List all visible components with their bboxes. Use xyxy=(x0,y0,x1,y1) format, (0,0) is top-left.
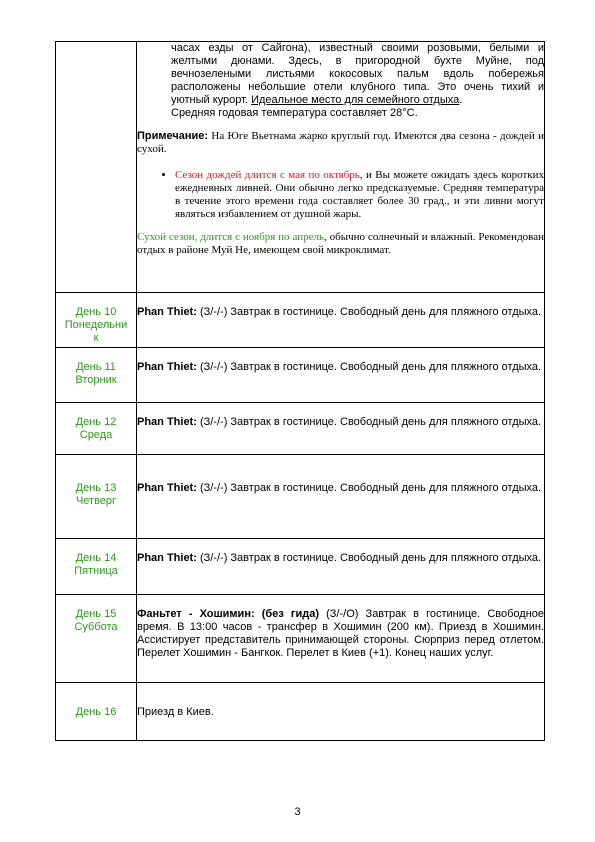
rain-season-list xyxy=(137,169,544,221)
day-cell-empty xyxy=(56,42,137,293)
table-row xyxy=(56,683,545,741)
day-label: День 10 Понедельни к xyxy=(56,293,137,348)
day-description xyxy=(137,42,545,293)
day-label: День 11 Вторник xyxy=(56,348,137,403)
itinerary-table xyxy=(55,41,545,741)
table-row xyxy=(56,42,545,293)
day-description: Фаньтет - Хошимин: (без гида) (З/-/О) Завтрак в гостинице. Свободное время. В 13:00 часов - трансфер в Хошимин (200 км). Приезд в Хошимин. Ассистирует представитель принимающей стороны. Сюрприз перед отлетом. Перелет Хошимин - Бангкок. Перелет в Киев (+1). Конец наших услуг. xyxy=(137,595,545,683)
temperature-line: Средняя годовая температура составляет 28°С. xyxy=(171,107,418,119)
climate-note: Примечание: На Юге Вьетнама жарко круглый год. Имеются два сезона - дождей и сухой. xyxy=(137,130,544,155)
note-label: Примечание: xyxy=(137,130,209,142)
day-label: День 12 Среда xyxy=(56,403,137,455)
page-number: 3 xyxy=(294,806,301,818)
table-row xyxy=(56,595,545,683)
day-description: Phan Thiet: (З/-/-) Завтрак в гостинице. Свободный день для пляжного отдыха. xyxy=(137,293,545,348)
list-item: • Сезон дождей длится с мая по октябрь, и Вы можете ожидать здесь коротких ежедневных ливней. Они обычно легко предсказуемые. Средняя температура в течение этого времени года составляет более 30 град., и эти ливни могут являться избавлением от душной жары. xyxy=(175,169,544,221)
table-row xyxy=(56,539,545,595)
resort-description: часах езды от Сайгона), известный своими розовыми, белыми и желтыми дюнами. Здесь, в пригородной бухте Муйне, под вечнозелеными листьями кокосовых пальм вдоль побережья расположены небольшие отели клубного типа. Это очень тихий и уютный курорт. Идеальное место для семейного отдыха. Средняя годовая температура составляет 28°С. xyxy=(171,42,544,119)
day-description: Приезд в Киев. xyxy=(137,683,545,741)
dry-season-highlight: Сухой сезон, длится с ноября по апрель xyxy=(137,231,324,243)
day-description: Phan Thiet: (З/-/-) Завтрак в гостинице. Свободный день для пляжного отдыха. xyxy=(137,539,545,595)
day-label: День 16 xyxy=(56,683,137,741)
table-row xyxy=(56,293,545,348)
day-description: Phan Thiet: (З/-/-) Завтрак в гостинице. Свободный день для пляжного отдыха. xyxy=(137,403,545,455)
dry-season-note: Сухой сезон, длится с ноября по апрель, обычно солнечный и влажный. Рекомендован отдых в районе Муй Не, имеющем свой микроклимат. xyxy=(137,231,544,256)
day-description: Phan Thiet: (З/-/-) Завтрак в гостинице. Свободный день для пляжного отдыха. xyxy=(137,455,545,539)
day-description: Phan Thiet: (З/-/-) Завтрак в гостинице. Свободный день для пляжного отдыха. xyxy=(137,348,545,403)
day-label: День 14 Пятница xyxy=(56,539,137,595)
day-label: День 15 Суббота xyxy=(56,595,137,683)
rain-season-highlight: Сезон дождей длится с мая по октябрь xyxy=(175,169,360,181)
day-label: День 13 Четверг xyxy=(56,455,137,539)
family-rest-highlight: Идеальное место для семейного отдыха xyxy=(251,94,460,106)
table-row xyxy=(56,455,545,539)
table-row xyxy=(56,348,545,403)
table-row xyxy=(56,403,545,455)
